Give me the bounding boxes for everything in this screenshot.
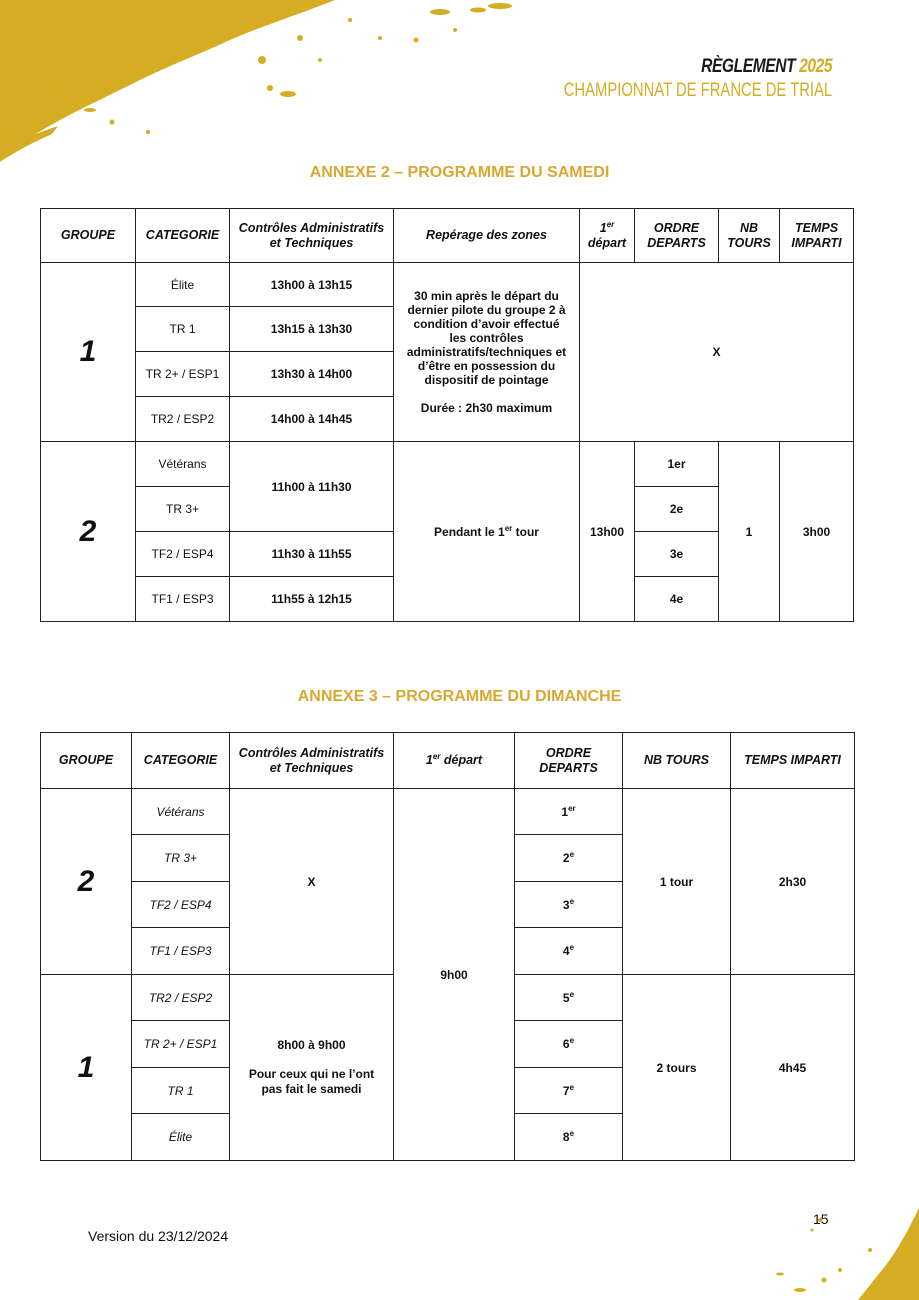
time-cell: 11h00 à 11h30 <box>230 442 394 532</box>
col-header-temps: TEMPS IMPARTI <box>731 733 855 789</box>
time-cell: 11h55 à 12h15 <box>230 577 394 622</box>
category-cell: TR2 / ESP2 <box>136 397 230 442</box>
merged-x-cell: X <box>580 263 854 442</box>
temps-cell: 4h45 <box>731 975 855 1161</box>
category-cell: TR 3+ <box>132 835 230 882</box>
ordre-cell: 2e <box>635 487 719 532</box>
category-cell: TR 1 <box>132 1068 230 1114</box>
controles-time: 8h00 à 9h00 <box>277 1038 346 1052</box>
category-cell: TR 1 <box>136 307 230 352</box>
annexe3-title: ANNEXE 3 – PROGRAMME DU DIMANCHE <box>297 688 622 705</box>
category-cell: Vétérans <box>132 789 230 835</box>
ordre-cell: 5e <box>515 975 623 1021</box>
category-cell: TF1 / ESP3 <box>136 577 230 622</box>
col-header-categorie: CATEGORIE <box>136 209 230 263</box>
col-header-ordre: ORDRE DEPARTS <box>515 733 623 789</box>
duree-text: Durée : 2h30 maximum <box>420 401 553 415</box>
col-header-depart: 1er départ <box>394 733 515 789</box>
table-row <box>41 789 855 835</box>
time-cell: 11h30 à 11h55 <box>230 532 394 577</box>
temps-cell: 3h00 <box>780 442 854 622</box>
category-cell: Élite <box>132 1114 230 1161</box>
group-label: 1 <box>41 975 132 1161</box>
annexe3-table <box>40 732 855 1161</box>
col-header-depart: 1er départ <box>580 209 635 263</box>
brand-subtitle: CHAMPIONNAT DE FRANCE DE TRIAL <box>563 80 832 101</box>
temps-cell: 2h30 <box>731 789 855 975</box>
col-header-groupe: GROUPE <box>41 733 132 789</box>
paint-splash-top-left <box>0 0 520 170</box>
category-cell: TR 3+ <box>136 487 230 532</box>
nb-tours-cell: 2 tours <box>623 975 731 1161</box>
footer-version: Version du 23/12/2024 <box>88 1228 229 1244</box>
brand-year: 2025 <box>798 56 832 77</box>
ordre-cell: 6e <box>515 1021 623 1068</box>
category-cell: TF1 / ESP3 <box>132 928 230 975</box>
col-header-controles: Contrôles Administratifs et Techniques <box>230 209 394 263</box>
ordre-cell: 3e <box>635 532 719 577</box>
col-header-categorie: CATEGORIE <box>132 733 230 789</box>
ordre-cell: 2e <box>515 835 623 882</box>
ordre-cell: 1er <box>515 789 623 835</box>
depart-cell: 13h00 <box>580 442 635 622</box>
col-header-nb-tours: NB TOURS <box>719 209 780 263</box>
annexe2-title: ANNEXE 2 – PROGRAMME DU SAMEDI <box>309 164 610 181</box>
group-label: 2 <box>41 442 136 622</box>
category-cell: TF2 / ESP4 <box>132 882 230 928</box>
col-header-groupe: GROUPE <box>41 209 136 263</box>
ordre-cell: 7e <box>515 1068 623 1114</box>
page-number: 15 <box>813 1211 829 1227</box>
reperage-cell <box>394 263 580 442</box>
reperage-text: 30 min après le départ du dernier pilote du groupe 2 à condition d’avoir effectué les contrôles administratifs/techniques et d’être en possession du dispositif de pointage <box>406 289 567 387</box>
nb-tours-cell: 1 <box>719 442 780 622</box>
controles-cell: X <box>230 789 394 975</box>
col-header-controles: Contrôles Administratifs et Techniques <box>230 733 394 789</box>
time-cell: 13h30 à 14h00 <box>230 352 394 397</box>
ordre-cell: 4e <box>635 577 719 622</box>
col-header-reperage: Repérage des zones <box>394 209 580 263</box>
time-cell: 14h00 à 14h45 <box>230 397 394 442</box>
category-cell: TR 2+ / ESP1 <box>132 1021 230 1068</box>
annexe2-table <box>40 208 854 622</box>
depart-cell: 9h00 <box>394 789 515 1161</box>
category-cell: TR2 / ESP2 <box>132 975 230 1021</box>
group-label: 2 <box>41 789 132 975</box>
category-cell: Élite <box>136 263 230 307</box>
brand-title <box>550 56 832 78</box>
ordre-cell: 4e <box>515 928 623 975</box>
table-header-row <box>41 209 854 263</box>
ordre-cell: 3e <box>515 882 623 928</box>
brand-word: RÈGLEMENT <box>700 56 796 77</box>
table-row <box>41 442 854 487</box>
group-label: 1 <box>41 263 136 442</box>
category-cell: TR 2+ / ESP1 <box>136 352 230 397</box>
table-row <box>41 263 854 307</box>
controles-cell <box>230 975 394 1161</box>
col-header-ordre: ORDRE DEPARTS <box>635 209 719 263</box>
nb-tours-cell: 1 tour <box>623 789 731 975</box>
controles-note: Pour ceux qui ne l’ont pas fait le samedi <box>248 1067 375 1096</box>
category-cell: Vétérans <box>136 442 230 487</box>
reperage-cell: Pendant le 1er tour <box>394 442 580 622</box>
col-header-nb-tours: NB TOURS <box>623 733 731 789</box>
col-header-temps: TEMPS IMPARTI <box>780 209 854 263</box>
paint-splash-bottom-right <box>740 1200 919 1300</box>
category-cell: TF2 / ESP4 <box>136 532 230 577</box>
document-header <box>488 56 832 102</box>
table-header-row <box>41 733 855 789</box>
ordre-cell: 1er <box>635 442 719 487</box>
ordre-cell: 8e <box>515 1114 623 1161</box>
time-cell: 13h00 à 13h15 <box>230 263 394 307</box>
time-cell: 13h15 à 13h30 <box>230 307 394 352</box>
